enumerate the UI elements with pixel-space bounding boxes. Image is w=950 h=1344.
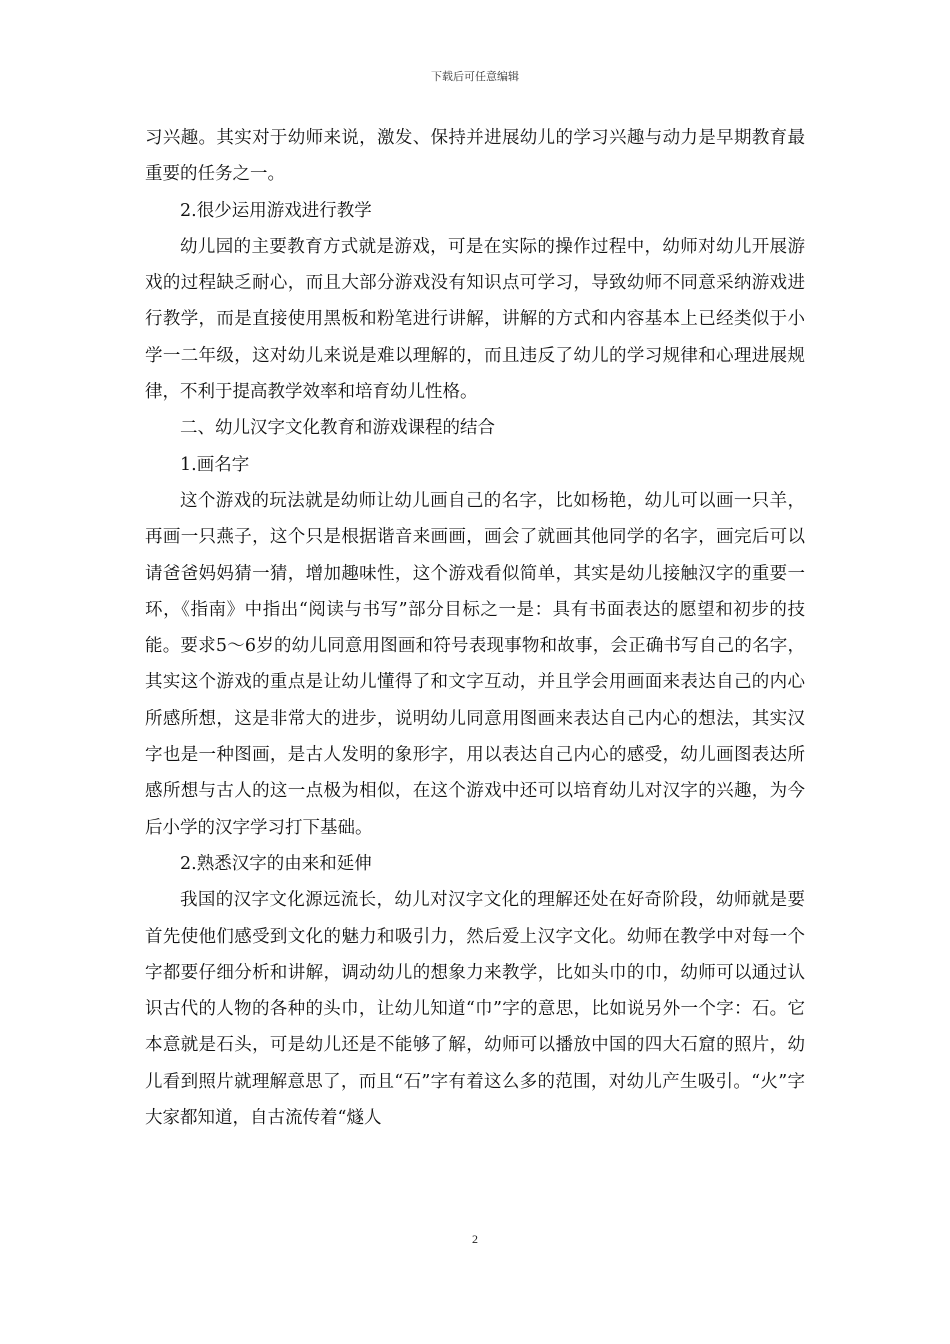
section-heading: 二、幼儿汉字文化教育和游戏课程的结合 <box>180 418 495 439</box>
subheading: 1.画名字 <box>180 454 250 475</box>
page-number: 2 <box>472 1232 478 1246</box>
paragraph: 这个游戏的玩法就是幼师让幼儿画自己的名字，比如杨艳，幼儿可以画一只羊，再画一只燕子，这个只是根据谐音来画画，画会了就画其他同学的名字，画完后可以请爸爸妈妈猜一猜，增加趣味性，这个游戏看似简单，其实是幼儿接触汉字的重要一环，《指南》中指出“阅读与书写”部分目标之一是：具有书面表达的愿望和初步的技能。要求5～6岁的幼儿同意用图画和符号表现事物和故事，会正确书写自己的名字，其实这个游戏的重点是让幼儿懂得了和文字互动，并且学会用画面来表达自己的内心所感所想，这是非常大的进步，说明幼儿同意用图画来表达自己内心的想法，其实汉字也是一种图画，是古人发明的象形字，用以表达自己内心的感受，幼儿画图表达所感所想与古人的这一点极为相似，在这个游戏中还可以培育幼儿对汉字的兴趣，为今后小学的汉字学习打下基础。 <box>145 490 805 838</box>
page-header: 下载后可任意编辑 <box>431 70 519 83</box>
paragraph: 我国的汉字文化源远流长，幼儿对汉字文化的理解还处在好奇阶段，幼师就是要首先使他们感受到文化的魅力和吸引力，然后爱上汉字文化。幼师在教学中对每一个字都要仔细分析和讲解，调动幼儿的想象力来教学，比如头巾的巾，幼师可以通过认识古代的人物的各种的头巾，让幼儿知道“巾”字的意思，比如说另外一个字：石。它本意就是石头，可是幼儿还是不能够了解，幼师可以播放中国的四大石窟的照片，幼儿看到照片就理解意思了，而且“石”字有着这么多的范围，对幼儿产生吸引。“火”字大家都知道，自古流传着“燧人 <box>145 890 805 1129</box>
paragraph: 习兴趣。其实对于幼师来说，激发、保持并进展幼儿的学习兴趣与动力是早期教育最重要的任务之一。 <box>145 128 805 185</box>
paragraph: 幼儿园的主要教育方式就是游戏，可是在实际的操作过程中，幼师对幼儿开展游戏的过程缺乏耐心，而且大部分游戏没有知识点可学习，导致幼师不同意采纳游戏进行教学，而是直接使用黑板和粉笔进行讲解，讲解的方式和内容基本上已经类似于小学一二年级，这对幼儿来说是难以理解的，而且违反了幼儿的学习规律和心理进展规律，不利于提高教学效率和培育幼儿性格。 <box>145 236 805 403</box>
document-body <box>145 120 805 1136</box>
subheading: 2.很少运用游戏进行教学 <box>180 200 372 221</box>
subheading: 2.熟悉汉字的由来和延伸 <box>180 853 372 874</box>
